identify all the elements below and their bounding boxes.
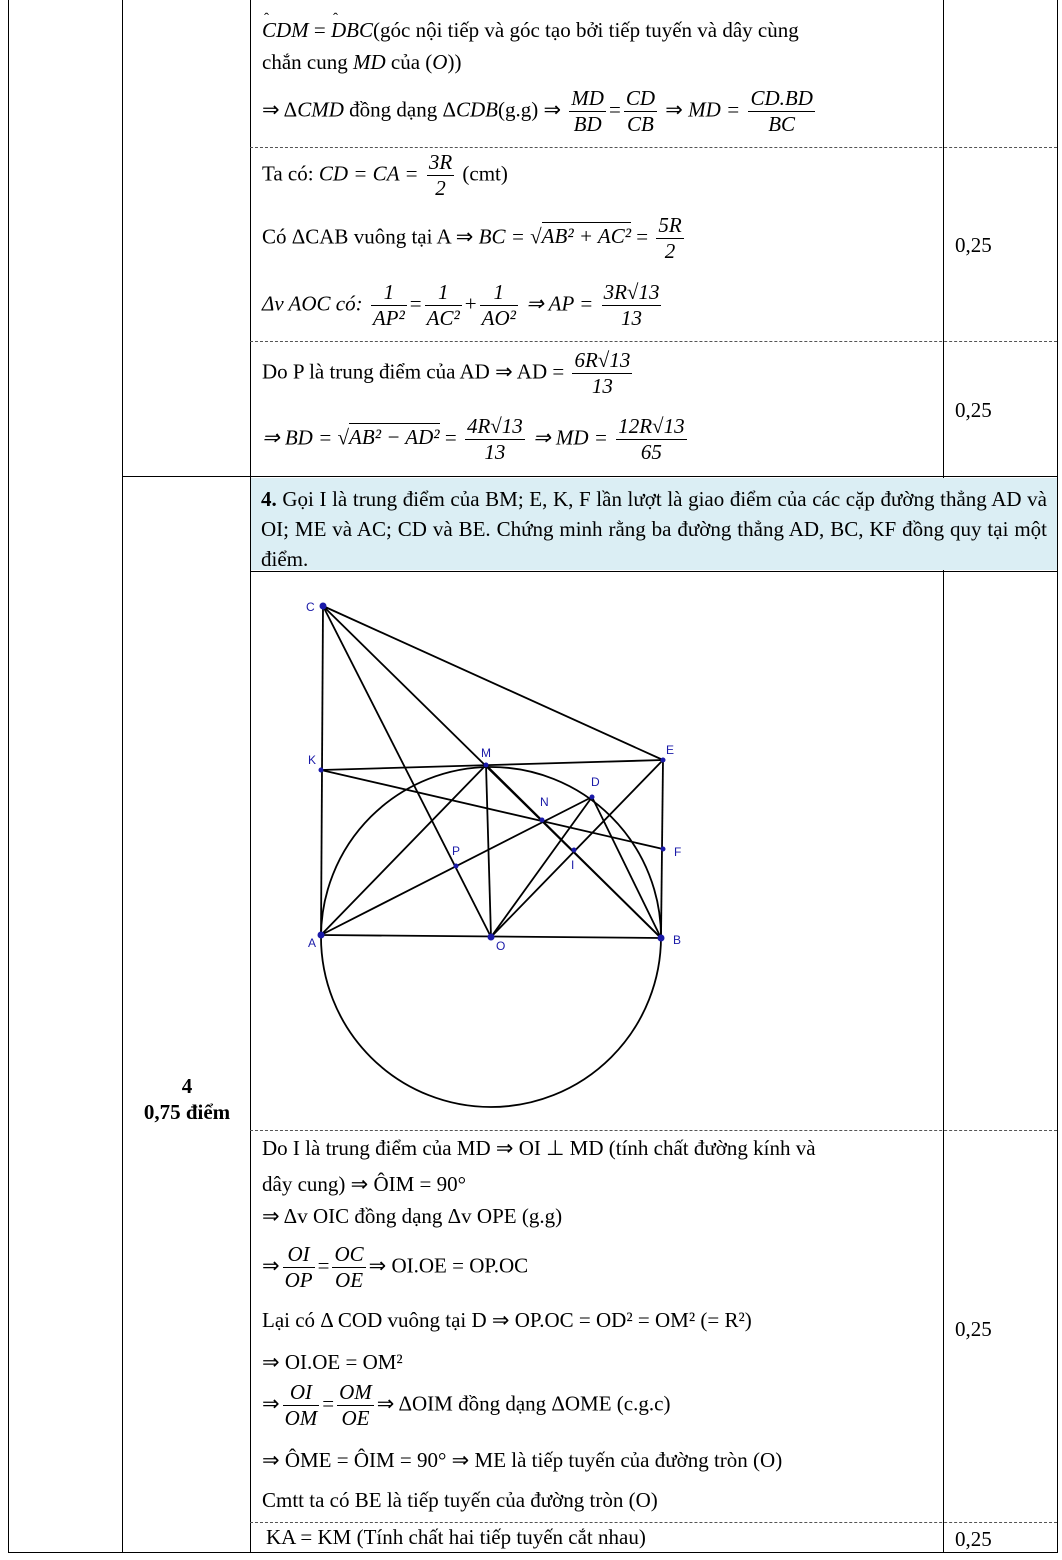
row-divider xyxy=(250,147,1057,148)
sol-line-7: ⇒ $\frac{OI}{OM}$ = $\frac{OM}{OE}$ ⇒ ΔOIM đồng dạng ΔOME (c.g.c) xyxy=(262,1380,671,1430)
bd-md-line: ⇒ BD = √AB² − AD² = $\frac{4R√13}{13}$ ⇒ MD = $\frac{12R√13}{65}$ xyxy=(262,414,685,464)
sol-line-1: Do I là trung điểm của MD ⇒ OI ⊥ MD (tính chất đường kính và xyxy=(262,1136,816,1160)
sol-line-8: ⇒ ÔME = ÔIM = 90° ⇒ ME là tiếp tuyến của đường tròn (O) xyxy=(262,1448,783,1472)
label-e: E xyxy=(666,743,675,757)
bc-line: Có ΔCAB vuông tại A ⇒ BC = √AB² + AC² = $\frac{5R}{2}$ xyxy=(262,213,682,263)
sol-line-10: KA = KM (Tính chất hai tiếp tuyến cắt nhau) xyxy=(266,1525,646,1549)
label-d: D xyxy=(591,775,600,789)
angle-note-line2: chắn cung MD của (O)) xyxy=(262,50,462,74)
sol-line-9: Cmtt ta có BE là tiếp tuyến của đường tròn (O) xyxy=(262,1488,658,1512)
label-m: M xyxy=(481,746,491,760)
border-right xyxy=(1057,0,1058,1552)
similar-triangles-line: ⇒ ΔCMD đồng dạng ΔCDB(g.g) ⇒ $\frac{MD}{BD}$ = $\frac{CD}{CB}$ ⇒ MD = $\frac{CD.BD}{BC}$ xyxy=(262,86,813,136)
score-2: 0,25 xyxy=(955,398,992,422)
row-divider xyxy=(250,1522,1057,1523)
row-divider xyxy=(250,1130,1057,1131)
sol-line-3: ⇒ Δv OIC đồng dạng Δv OPE (g.g) xyxy=(262,1204,563,1228)
label-n: N xyxy=(540,795,549,809)
score-1: 0,25 xyxy=(955,233,992,257)
problem-statement: 4. Gọi I là trung điểm của BM; E, K, F lần lượt là giao điểm của các cặp đường thẳng AD và OI; ME và AC; CD và BE. Chứng minh rằng ba đường thẳng AD, BC, KF đồng quy tại một điểm. xyxy=(261,487,1048,571)
sol-line-6: ⇒ OI.OE = OM² xyxy=(262,1350,403,1374)
label-b: B xyxy=(673,933,682,947)
score-3: 0,25 xyxy=(955,1317,992,1341)
sol-line-5: Lại có Δ COD vuông tại D ⇒ OP.OC = OD² = OM² (= R²) xyxy=(262,1308,752,1332)
p-midpoint-line: Do P là trung điểm của AD ⇒ AD = $\frac{6R√13}{13}$ xyxy=(262,348,631,398)
row-divider xyxy=(122,476,1057,477)
border-left xyxy=(8,0,9,1552)
label-p: P xyxy=(452,844,461,858)
angle-equality: ˆ CDM = ˆ DBC(góc nội tiếp và góc tạo bởi tiếp tuyến và dây cùng xyxy=(262,20,799,41)
border-col3 xyxy=(943,0,944,1552)
label-c: C xyxy=(306,600,315,614)
border-col1 xyxy=(122,0,123,1552)
taco-line: Ta có: CD = CA = $\frac{3R}{2}$ (cmt) xyxy=(262,150,508,200)
label-a: A xyxy=(308,936,317,950)
geometry-figure xyxy=(251,572,943,1130)
sol-line-4: ⇒ $\frac{OI}{OP}$ = $\frac{OC}{OE}$ ⇒ OI.OE = OP.OC xyxy=(262,1242,529,1292)
row-divider xyxy=(250,341,1057,342)
label-k: K xyxy=(308,753,317,767)
aoc-line: Δv AOC có: $\frac{1}{\text{AP²}}$ = $\frac{1}{\text{AC²}}$ + $\frac{1}{\text{AO²}}$ ⇒ AP = $\frac{3R√13}{13}$ xyxy=(262,280,660,330)
label-f: F xyxy=(674,845,682,859)
question-number: 4 xyxy=(181,1074,193,1098)
label-o: O xyxy=(496,939,506,953)
score-4: 0,25 xyxy=(955,1527,992,1551)
table-bottom xyxy=(8,1552,1058,1553)
label-i: I xyxy=(571,858,575,872)
question-points: 0,75 điểm xyxy=(143,1100,231,1124)
sol-line-2: dây cung) ⇒ ÔIM = 90° xyxy=(262,1172,467,1196)
